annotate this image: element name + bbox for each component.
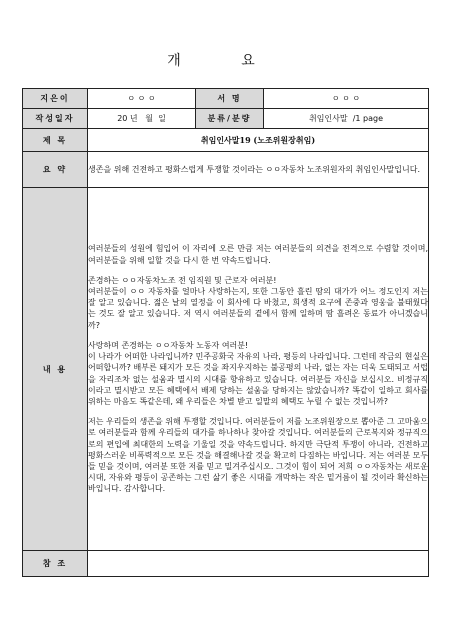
category-label: 분류/분량 [196, 109, 264, 129]
date-label: 작성일자 [23, 109, 88, 129]
summary-label: 요 약 [23, 152, 88, 188]
date-value: 20 년 월 일 [88, 109, 196, 129]
summary-row [23, 152, 429, 188]
content-label: 내 용 [23, 188, 88, 551]
title-row [23, 129, 429, 152]
category-value: 취임인사말 /1 page [264, 109, 429, 129]
title-label: 제 목 [23, 129, 88, 152]
date-row [23, 109, 429, 129]
page-title: 개 요 [167, 53, 283, 69]
reference-row [23, 551, 429, 577]
document-title: 취임인사말19 (노조위원장취임) [88, 129, 429, 152]
reference-label: 참 조 [23, 551, 88, 577]
signature-label: 서 명 [196, 89, 264, 109]
author-label: 지은이 [23, 89, 88, 109]
content-paragraph: 사랑하며 존경하는 ㅇㅇ자동차 노동자 여러분! 이 나라가 어떠한 나라입니까? 민주공화국 자유의 나라, 평등의 나라입니다. 그런데 작금의 현실은 어떠합니까? 배부른 돼지가 모든 것을 좌지우지하는 불공평의 나라, 없는 자는 더욱 도태되고 서럽을 자리조차 없는 설움과 멸시의 시대를 향유하고 있습니다. 여러분들 자신을 보십시오. 비정규직이라고 멸시받고 모든 혜택에서 배제 당하는 설움을 당하지는 않았습니까? 똑같이 일하고 회사를 위하는 마음도 똑같은데, 왜 우리들은 차별 받고 일말의 혜택도 누릴 수 없는 것입니까? [88, 340, 428, 406]
author-row [23, 89, 429, 109]
author-value: ㅇ ㅇ ㅇ [88, 89, 196, 109]
signature-value: ㅇ ㅇ ㅇ [264, 89, 429, 109]
content-body [88, 188, 429, 551]
content-row [23, 188, 429, 551]
reference-value [88, 551, 429, 577]
content-paragraph: 여러분들의 성원에 힘입어 이 자리에 오른 만큼 저는 여러분들의 의견을 전격으로 수렴할 것이며, 여러분들을 위해 일할 것을 다시 한 번 약속드립니다. [88, 244, 428, 265]
document-summary-table [22, 88, 429, 577]
content-paragraph: 존경하는 ㅇㅇ자동차노조 전 임직원 및 근로자 여러분! 여러분들이 ㅇㅇ 자동차를 얼마나 사랑하는지, 또한 그동안 흘린 땀의 대가가 어느 정도인지 저는 잘 알고 있습니다. 젊은 날의 열정을 이 회사에 다 바쳤고, 희생적 요구에 존중과 영웅을 불태웠다는 것도 잘 알고 있습니다. 저 역시 여러분들의 곁에서 함께 일하며 땀 흘려온 동료가 아니겠습니까? [88, 275, 428, 330]
content-paragraph: 저는 우리들의 생존을 위해 투쟁할 것입니다. 여러분들이 저를 노조위원장으로 뽑아준 그 고마움으로 여러분들과 함께 우리들의 대가를 하나하나 찾아갈 것입니다. 여러분들의 근로복지와 정규직으로의 편입에 최대한의 노력을 기울일 것을 약속드립니다. 하지만 극단적 투쟁이 아니라, 건전하고 평화스러운 비폭력적으로 모든 것을 해결해나갈 것을 확고히 다짐하는 바입니다. 저는 여러분 모두들 믿을 것이며, 여러분 또한 저를 믿고 밀겨주십시오. 그것이 힘이 되어 저희 ㅇㅇ자동차는 새로운 시대, 자유와 평등이 공존하는 그런 삶기 좋은 시대를 개막하는 작은 밑거름이 될 것이라 확신하는 바입니다. 감사합니다. [88, 417, 428, 494]
summary-text: 생존을 위해 건전하고 평화스럽게 투쟁할 것이라는 ㅇㅇ자동차 노조위원자의 취임인사말입니다. [88, 152, 429, 188]
